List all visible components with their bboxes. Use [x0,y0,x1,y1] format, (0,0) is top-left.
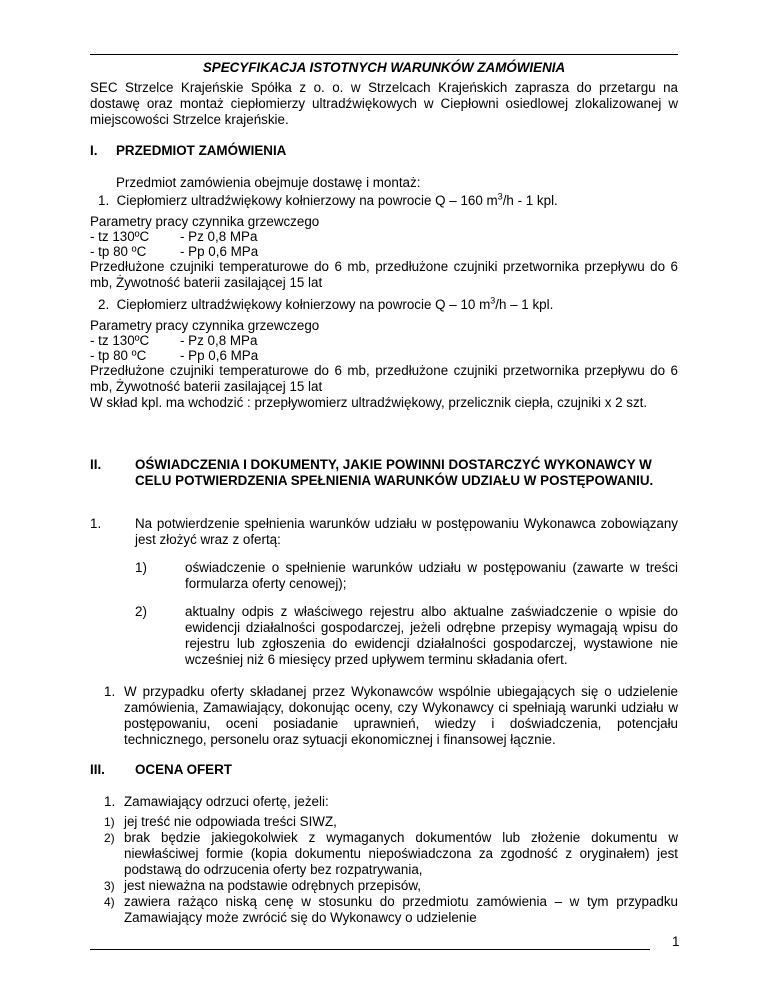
section-3-item-2-text: brak będzie jakiegokolwiek z wymaganych dokumentów lub złożenie dokumentu w niewłaściwej formie (kopia dokumentu niepoświadczona za zgodność z oryginałem) jest podstawą do odrzucenia oferty bez rozpatrywania, [124,830,678,877]
section-2-heading: OŚWIADCZENIA I DOKUMENTY, JAKIE POWINNI DOSTARCZYĆ WYKONAWCY W CELU POTWIERDZENIA SPEŁNIENIA WARUNKÓW UDZIAŁU W POSTĘPOWANIU. [135,457,654,488]
section-3-p1-text: Zamawiający odrzuci ofertę, jeżeli: [124,794,329,809]
section-3-item-4-text: zawiera rażąco niską cenę w stosunku do przedmiotu zamówienia – w tym przypadku Zamawiający może zwrócić się do Wykonawcy o udzielenie [124,894,678,925]
item-2-number: 2. [98,297,110,312]
params-1-r1a: - tz 130ºC [90,229,150,244]
item-1 [98,193,558,209]
params-1-extension: Przedłużone czujniki temperaturowe do 6 mb, przedłużone czujniki przetwornika przepływu do 6 mb, Żywotność baterii zasilającej 15 lat [90,259,678,290]
item-2-sup: 3 [490,295,496,306]
section-2-number: II. [90,457,102,472]
section-3-p1-number: 1. [104,794,116,809]
section-2-p2-number: 1. [104,684,116,699]
header-rule [90,54,678,55]
params-1-r1b: - Pz 0,8 MPa [180,229,258,244]
intro-paragraph: SEC Strzelce Krajeńskie Spółka z o. o. w Strzelcach Krajeńskich zaprasza do przetargu na dostawę oraz montaż ciepłomierzy ultradźwiękowych w Ciepłowni osiedlowej zlokalizowanej w miejscowości Strzelce krajeńskie. [90,80,678,127]
item-2 [98,297,553,313]
item-1-text-after: /h - 1 kpl. [502,193,558,208]
section-2-sub1-text: oświadczenie o spełnienie warunków udziału w postępowaniu (zawarte w treści formularza oferty cenowej); [185,560,678,591]
section-3-item-2-number: 2) [104,831,115,845]
section-2-p2-text: W przypadku oferty składanej przez Wykonawców wspólnie ubiegających się o udzielenie zamówienia, Zamawiający, dokonując oceny, czy Wykonawcy ci spełniają warunki udziału w postępowaniu, oceni posiadanie uprawnień, wiedzy i doświadczenia, potencjału technicznego, personelu oraz sytuacji ekonomicznej i finansowej łącznie. [124,684,678,747]
params-2-set: W skład kpl. ma wchodzić : przepływomierz ultradźwiękowy, przelicznik ciepła, czujniki x 2 szt. [90,395,648,410]
section-1-lead: Przedmiot zamówienia obejmuje dostawę i montaż: [116,175,421,190]
section-3-item-3-text: jest nieważna na podstawie odrębnych przepisów, [124,878,422,893]
item-1-text: Ciepłomierz ultradźwiękowy kołnierzowy na powrocie Q – 160 m [116,193,498,208]
section-3-item-3-number: 3) [104,879,115,893]
document-title: SPECYFIKACJA ISTOTNYCH WARUNKÓW ZAMÓWIENIA [202,60,566,75]
page-number: 1 [672,934,680,949]
section-2-sub2-number: 2) [135,604,147,619]
params-2-extension: Przedłużone czujniki temperaturowe do 6 mb, przedłużone czujniki przetwornika przepływu do 6 mb, Żywotność baterii zasilającej 15 lat [90,363,678,394]
params-2-r1a: - tz 130ºC [90,333,150,348]
item-1-sup: 3 [497,191,503,202]
section-3-number: III. [90,762,105,777]
section-2-p1-text: Na potwierdzenie spełnienia warunków udziału w postępowaniu Wykonawca zobowiązany jest złożyć wraz z ofertą: [135,516,678,547]
item-2-text-after: /h – 1 kpl. [495,297,554,312]
item-1-number: 1. [98,193,110,208]
item-2-text: Ciepłomierz ultradźwiękowy kołnierzowy na powrocie Q – 10 m [116,297,491,312]
section-2-sub2-text: aktualny odpis z właściwego rejestru albo aktualne zaświadczenie o wpisie do ewidencji działalności gospodarczej, jeżeli odrębne przepisy wymagają wpisu do rejestru lub zgłoszenia do ewidencji działalności gospodarczej, wystawione nie wcześniej niż 6 miesięcy przed upływem terminu składania ofert. [185,604,678,667]
params-1-title: Parametry pracy czynnika grzewczego [90,214,320,229]
section-2-p1-number: 1. [90,516,102,531]
params-2-r2b: - Pp 0,6 MPa [180,348,259,363]
section-3-item-1-text: jej treść nie odpowiada treści SIWZ, [124,814,337,829]
section-1-heading: PRZEDMIOT ZAMÓWIENIA [116,143,287,158]
params-2-r2a: - tp 80 ºC [90,348,147,363]
params-1-r2a: - tp 80 ºC [90,244,147,259]
section-1-number: I. [90,143,98,158]
params-2-title: Parametry pracy czynnika grzewczego [90,318,320,333]
section-3-item-4-number: 4) [104,895,115,909]
params-1-r2b: - Pp 0,6 MPa [180,244,259,259]
params-2-r1b: - Pz 0,8 MPa [180,333,258,348]
section-3-heading: OCENA OFERT [135,762,232,777]
section-2-sub1-number: 1) [135,560,147,575]
section-3-item-1-number: 1) [104,815,115,829]
footer-rule [90,949,650,950]
